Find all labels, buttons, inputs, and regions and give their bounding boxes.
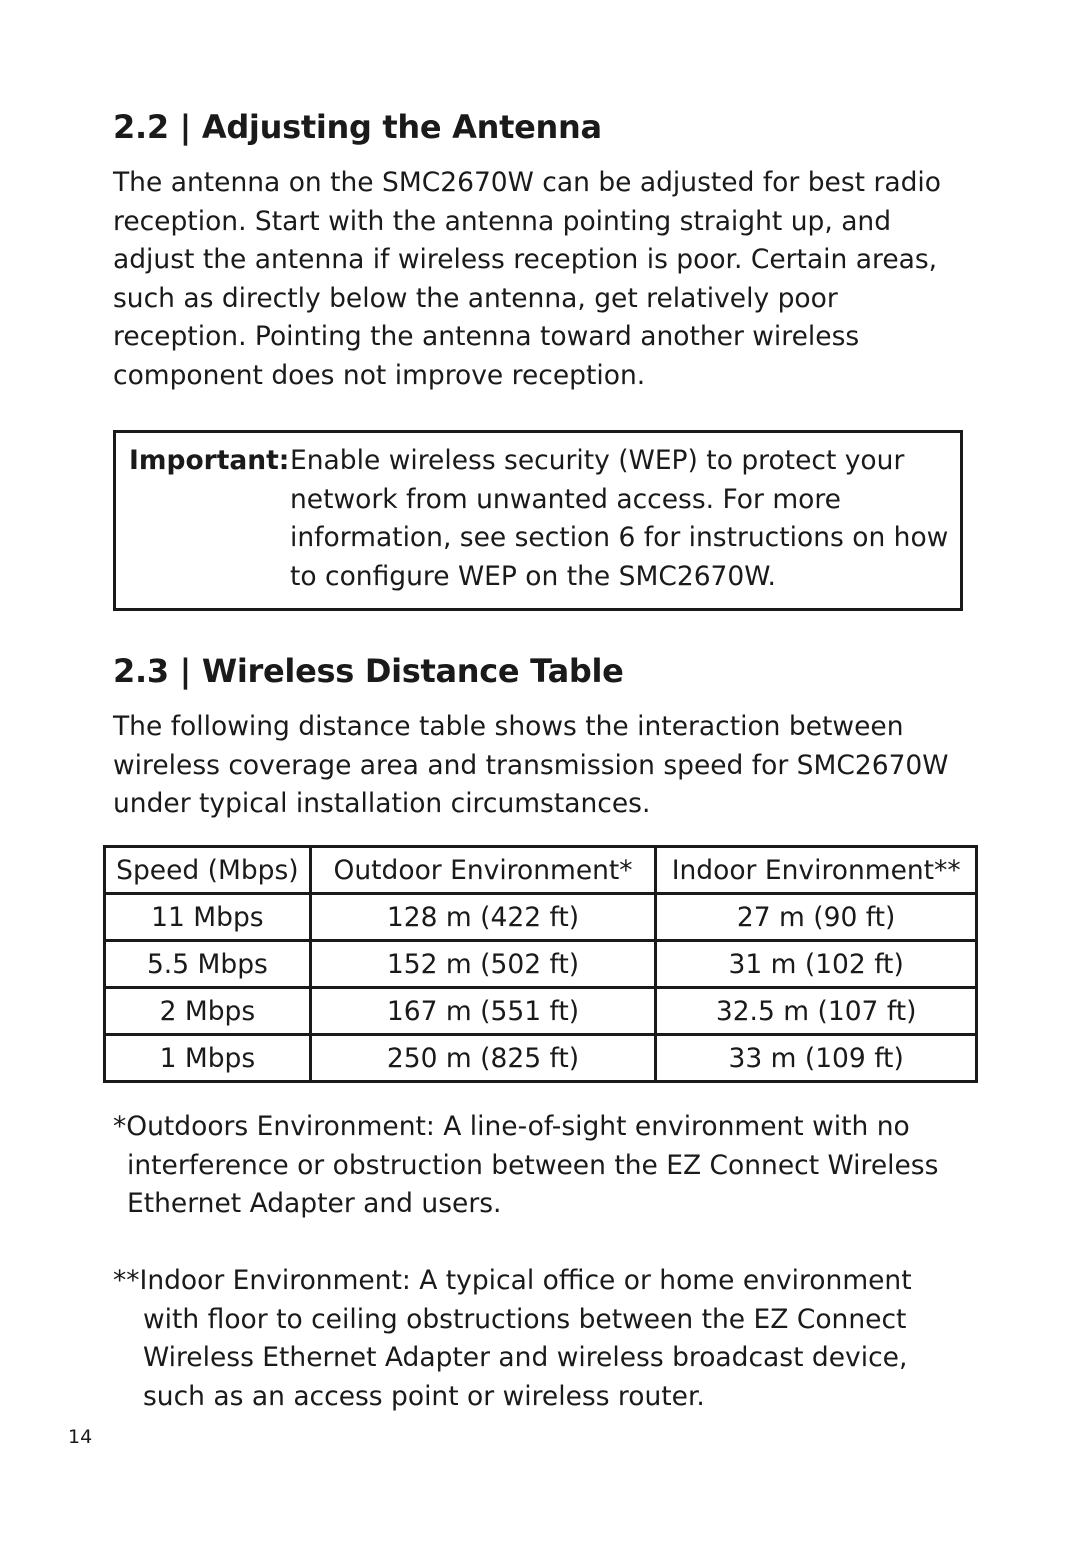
paragraph-line: under typical installation circumstances. [113,788,651,820]
footnote-line: *Outdoors Environment: A line-of-sight environment with no [113,1111,910,1142]
outdoor-distance-cell: 250 m (825 ft) [310,1035,656,1082]
important-label: Important: [129,445,290,476]
wireless-distance-table [103,845,978,1083]
column-header-outdoor: Outdoor Environment* [310,847,656,894]
table-row [105,894,977,941]
table-row [105,988,977,1035]
footnote-line: such as an access point or wireless router. [143,1380,705,1412]
table-header-row [105,847,977,894]
section-heading-adjusting-antenna: 2.2 | Adjusting the Antenna [113,108,602,146]
indoor-distance-cell: 31 m (102 ft) [656,941,977,988]
footnote-line: with floor to ceiling obstructions between the EZ Connect [143,1303,907,1335]
column-header-indoor: Indoor Environment** [656,847,977,894]
important-callout-box [113,430,963,611]
paragraph-line: reception. Pointing the antenna toward another wireless [113,321,860,353]
important-line: to configure WEP on the SMC2670W. [290,560,776,592]
indoor-distance-cell: 27 m (90 ft) [656,894,977,941]
speed-cell: 11 Mbps [105,894,311,941]
indoor-distance-cell: 32.5 m (107 ft) [656,988,977,1035]
outdoor-distance-cell: 128 m (422 ft) [310,894,656,941]
section-heading-wireless-distance-table: 2.3 | Wireless Distance Table [113,652,624,690]
column-header-speed: Speed (Mbps) [105,847,311,894]
outdoor-environment-footnote [113,1108,938,1224]
footnote-line: interference or obstruction between the EZ Connect Wireless [127,1149,939,1181]
table-row [105,941,977,988]
footnote-line: Wireless Ethernet Adapter and wireless broadcast device, [143,1342,908,1374]
footnote-line: **Indoor Environment: A typical office or home environment [113,1265,912,1296]
indoor-distance-cell: 33 m (109 ft) [656,1035,977,1082]
speed-cell: 1 Mbps [105,1035,311,1082]
footnote-line: Ethernet Adapter and users. [127,1188,502,1220]
outdoor-distance-cell: 167 m (551 ft) [310,988,656,1035]
distance-table-intro-paragraph [113,708,973,824]
speed-cell: 5.5 Mbps [105,941,311,988]
important-text [290,442,948,596]
important-line: Enable wireless security (WEP) to protect your [290,445,905,476]
speed-cell: 2 Mbps [105,988,311,1035]
indoor-environment-footnote [113,1262,912,1416]
paragraph-line: The following distance table shows the interaction between [113,711,904,742]
page-number: 14 [68,1426,93,1448]
paragraph-line: reception. Start with the antenna pointing straight up, and [113,205,892,237]
paragraph-line: component does not improve reception. [113,359,646,391]
outdoor-distance-cell: 152 m (502 ft) [310,941,656,988]
table-row [105,1035,977,1082]
important-line: network from unwanted access. For more [290,483,841,515]
paragraph-line: wireless coverage area and transmission speed for SMC2670W [113,749,949,781]
important-line: information, see section 6 for instructions on how [290,522,949,554]
paragraph-line: The antenna on the SMC2670W can be adjusted for best radio [113,167,941,198]
paragraph-line: adjust the antenna if wireless reception is poor. Certain areas, [113,244,938,276]
paragraph-line: such as directly below the antenna, get relatively poor [113,282,838,314]
adjusting-antenna-paragraph [113,164,973,396]
